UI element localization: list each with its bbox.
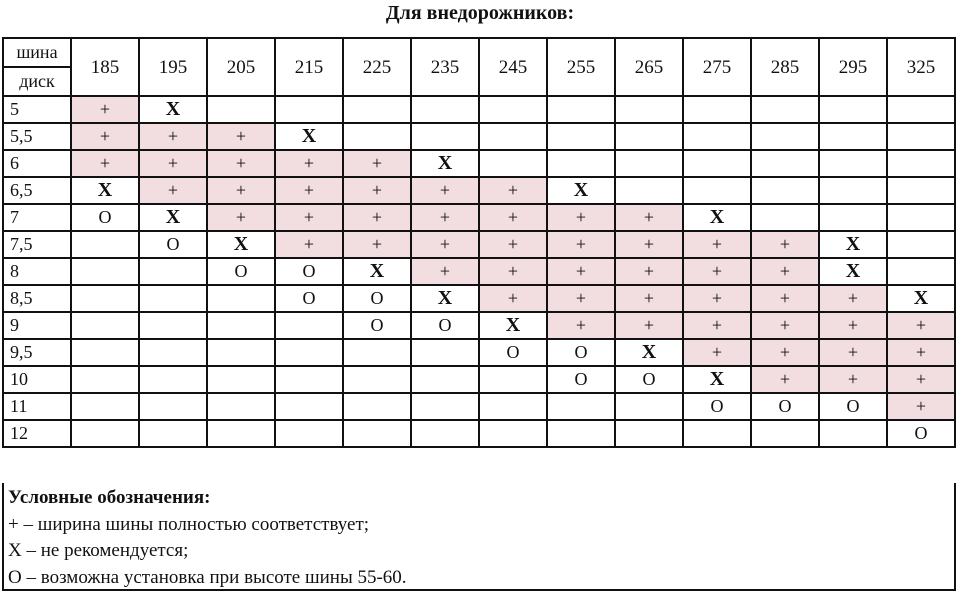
compatibility-cell: + xyxy=(887,312,955,339)
compatibility-cell: O xyxy=(275,258,343,285)
compatibility-cell: + xyxy=(479,231,547,258)
compatibility-cell xyxy=(547,96,615,123)
compatibility-cell xyxy=(479,150,547,177)
rim-size-cell: 7 xyxy=(3,204,71,231)
compatibility-cell: + xyxy=(547,231,615,258)
compatibility-cell xyxy=(615,420,683,447)
compatibility-cell: + xyxy=(207,177,275,204)
tire-width-header: 225 xyxy=(343,38,411,96)
rim-label: диск xyxy=(19,71,55,91)
compatibility-cell xyxy=(683,420,751,447)
compatibility-cell: + xyxy=(615,285,683,312)
table-row xyxy=(3,366,955,393)
compatibility-cell xyxy=(547,420,615,447)
compatibility-cell xyxy=(275,312,343,339)
tire-width-header: 205 xyxy=(207,38,275,96)
compatibility-cell xyxy=(819,96,887,123)
compatibility-cell xyxy=(139,312,207,339)
compatibility-cell xyxy=(479,393,547,420)
compatibility-cell xyxy=(819,204,887,231)
compatibility-cell: O xyxy=(343,312,411,339)
table-row xyxy=(3,177,955,204)
compatibility-cell: + xyxy=(275,204,343,231)
rim-size-cell: 6,5 xyxy=(3,177,71,204)
compatibility-cell: + xyxy=(751,231,819,258)
legend-item-x: Х – не рекомендуется; xyxy=(8,540,189,561)
compatibility-cell: + xyxy=(343,231,411,258)
compatibility-cell xyxy=(479,420,547,447)
compatibility-cell: O xyxy=(819,393,887,420)
compatibility-cell xyxy=(887,258,955,285)
compatibility-cell: + xyxy=(683,231,751,258)
compatibility-cell xyxy=(615,150,683,177)
tire-width-header: 195 xyxy=(139,38,207,96)
compatibility-cell: + xyxy=(547,285,615,312)
compatibility-cell: + xyxy=(139,177,207,204)
compatibility-cell xyxy=(71,258,139,285)
compatibility-cell xyxy=(207,312,275,339)
compatibility-cell xyxy=(207,393,275,420)
compatibility-cell xyxy=(139,420,207,447)
compatibility-cell xyxy=(683,96,751,123)
compatibility-cell xyxy=(751,204,819,231)
compatibility-cell xyxy=(887,231,955,258)
compatibility-cell: + xyxy=(547,312,615,339)
compatibility-cell xyxy=(887,177,955,204)
compatibility-cell: + xyxy=(683,312,751,339)
table-row xyxy=(3,123,955,150)
compatibility-cell xyxy=(819,177,887,204)
tire-width-header: 325 xyxy=(887,38,955,96)
compatibility-cell: O xyxy=(887,420,955,447)
compatibility-cell xyxy=(411,96,479,123)
compatibility-cell xyxy=(207,366,275,393)
compatibility-cell xyxy=(751,177,819,204)
compatibility-cell xyxy=(411,420,479,447)
legend xyxy=(2,483,956,591)
table-body xyxy=(3,96,955,447)
compatibility-cell: + xyxy=(887,393,955,420)
table-row xyxy=(3,339,955,366)
compatibility-cell xyxy=(751,96,819,123)
compatibility-cell: + xyxy=(751,258,819,285)
compatibility-cell: + xyxy=(751,312,819,339)
compatibility-cell xyxy=(683,150,751,177)
compatibility-cell xyxy=(343,420,411,447)
compatibility-cell: + xyxy=(479,285,547,312)
tire-width-header: 295 xyxy=(819,38,887,96)
compatibility-cell xyxy=(547,150,615,177)
compatibility-cell xyxy=(343,123,411,150)
compatibility-cell: + xyxy=(615,312,683,339)
compatibility-cell xyxy=(479,123,547,150)
compatibility-cell: X xyxy=(139,204,207,231)
compatibility-cell xyxy=(411,393,479,420)
rim-size-cell: 12 xyxy=(3,420,71,447)
compatibility-cell: + xyxy=(343,150,411,177)
compatibility-cell: + xyxy=(71,123,139,150)
compatibility-cell: O xyxy=(615,366,683,393)
compatibility-cell xyxy=(411,366,479,393)
compatibility-cell: X xyxy=(207,231,275,258)
header-row xyxy=(3,38,955,96)
compatibility-cell xyxy=(139,285,207,312)
compatibility-cell xyxy=(207,420,275,447)
compatibility-cell xyxy=(751,420,819,447)
compatibility-cell: X xyxy=(71,177,139,204)
compatibility-cell xyxy=(71,312,139,339)
compatibility-cell xyxy=(411,339,479,366)
tire-width-header: 275 xyxy=(683,38,751,96)
compatibility-cell: + xyxy=(615,204,683,231)
compatibility-cell xyxy=(887,123,955,150)
compatibility-cell xyxy=(71,393,139,420)
table-row xyxy=(3,285,955,312)
tire-rim-table xyxy=(2,37,956,448)
tire-width-header: 215 xyxy=(275,38,343,96)
compatibility-cell: + xyxy=(275,150,343,177)
compatibility-cell: + xyxy=(479,258,547,285)
compatibility-cell xyxy=(71,285,139,312)
compatibility-cell xyxy=(819,420,887,447)
corner-cell xyxy=(3,38,71,96)
compatibility-cell xyxy=(139,366,207,393)
compatibility-cell: X xyxy=(275,123,343,150)
table-row xyxy=(3,96,955,123)
tire-width-header: 265 xyxy=(615,38,683,96)
tire-width-header: 245 xyxy=(479,38,547,96)
rim-size-cell: 5,5 xyxy=(3,123,71,150)
compatibility-cell: + xyxy=(139,123,207,150)
compatibility-cell: + xyxy=(343,177,411,204)
tire-width-header: 255 xyxy=(547,38,615,96)
compatibility-cell: + xyxy=(207,150,275,177)
compatibility-cell: X xyxy=(343,258,411,285)
compatibility-cell: X xyxy=(819,231,887,258)
tire-width-header: 185 xyxy=(71,38,139,96)
compatibility-cell: O xyxy=(479,339,547,366)
compatibility-cell xyxy=(751,150,819,177)
compatibility-cell: + xyxy=(479,204,547,231)
compatibility-cell: O xyxy=(751,393,819,420)
compatibility-cell xyxy=(615,177,683,204)
compatibility-cell: O xyxy=(683,393,751,420)
rim-size-cell: 10 xyxy=(3,366,71,393)
compatibility-cell xyxy=(71,231,139,258)
compatibility-cell: O xyxy=(275,285,343,312)
compatibility-cell: O xyxy=(207,258,275,285)
compatibility-cell: + xyxy=(887,366,955,393)
compatibility-cell xyxy=(887,96,955,123)
compatibility-cell xyxy=(343,339,411,366)
tire-label: шина xyxy=(4,39,70,68)
tire-width-header: 285 xyxy=(751,38,819,96)
compatibility-cell: + xyxy=(887,339,955,366)
compatibility-cell xyxy=(819,150,887,177)
compatibility-cell xyxy=(343,393,411,420)
compatibility-cell xyxy=(139,258,207,285)
rim-size-cell: 11 xyxy=(3,393,71,420)
compatibility-cell: O xyxy=(71,204,139,231)
compatibility-cell xyxy=(275,366,343,393)
compatibility-cell: + xyxy=(343,204,411,231)
compatibility-cell: + xyxy=(751,366,819,393)
compatibility-cell xyxy=(819,123,887,150)
compatibility-cell: + xyxy=(547,204,615,231)
compatibility-cell: X xyxy=(411,285,479,312)
compatibility-cell: X xyxy=(411,150,479,177)
rim-size-cell: 8,5 xyxy=(3,285,71,312)
compatibility-cell xyxy=(343,96,411,123)
compatibility-cell xyxy=(71,420,139,447)
compatibility-cell: + xyxy=(683,285,751,312)
compatibility-cell: + xyxy=(547,258,615,285)
compatibility-cell xyxy=(275,339,343,366)
compatibility-cell xyxy=(615,123,683,150)
compatibility-cell: + xyxy=(751,285,819,312)
compatibility-cell xyxy=(411,123,479,150)
page-title: Для внедорожников: xyxy=(385,2,575,24)
compatibility-cell: + xyxy=(751,339,819,366)
legend-item-plus: + – ширина шины полностью соответствует; xyxy=(8,513,370,535)
compatibility-cell: X xyxy=(683,204,751,231)
compatibility-cell: + xyxy=(275,177,343,204)
rim-size-cell: 8 xyxy=(3,258,71,285)
table-row xyxy=(3,258,955,285)
compatibility-cell: + xyxy=(207,123,275,150)
compatibility-cell: + xyxy=(71,96,139,123)
compatibility-cell xyxy=(207,339,275,366)
compatibility-cell: X xyxy=(547,177,615,204)
compatibility-cell: X xyxy=(615,339,683,366)
compatibility-cell: O xyxy=(547,339,615,366)
compatibility-cell: X xyxy=(683,366,751,393)
compatibility-cell xyxy=(343,366,411,393)
rim-size-cell: 6 xyxy=(3,150,71,177)
compatibility-cell xyxy=(751,123,819,150)
compatibility-cell: + xyxy=(819,312,887,339)
compatibility-cell xyxy=(139,339,207,366)
compatibility-cell: + xyxy=(819,366,887,393)
table-row xyxy=(3,420,955,447)
compatibility-cell: + xyxy=(411,258,479,285)
compatibility-cell xyxy=(615,96,683,123)
compatibility-cell xyxy=(207,285,275,312)
compatibility-cell xyxy=(479,366,547,393)
legend-item-o: О – возможна установка при высоте шины 55-60. xyxy=(8,566,407,588)
compatibility-cell: + xyxy=(71,150,139,177)
compatibility-cell: + xyxy=(819,339,887,366)
compatibility-cell xyxy=(71,366,139,393)
compatibility-cell: O xyxy=(139,231,207,258)
compatibility-cell: O xyxy=(547,366,615,393)
compatibility-cell xyxy=(207,96,275,123)
compatibility-cell: + xyxy=(683,339,751,366)
tire-width-header: 235 xyxy=(411,38,479,96)
rim-size-cell: 9 xyxy=(3,312,71,339)
compatibility-cell: X xyxy=(887,285,955,312)
compatibility-cell: + xyxy=(615,258,683,285)
compatibility-cell: X xyxy=(819,258,887,285)
compatibility-cell xyxy=(615,393,683,420)
compatibility-cell: + xyxy=(683,258,751,285)
compatibility-cell xyxy=(683,177,751,204)
compatibility-cell xyxy=(71,339,139,366)
compatibility-cell: O xyxy=(343,285,411,312)
legend-title: Условные обозначения: xyxy=(8,487,211,508)
compatibility-cell: + xyxy=(411,177,479,204)
compatibility-cell: + xyxy=(411,231,479,258)
table-row xyxy=(3,231,955,258)
compatibility-cell: O xyxy=(411,312,479,339)
compatibility-cell xyxy=(139,393,207,420)
compatibility-cell: + xyxy=(275,231,343,258)
table-row xyxy=(3,312,955,339)
compatibility-cell xyxy=(547,393,615,420)
compatibility-cell xyxy=(275,420,343,447)
compatibility-cell: X xyxy=(139,96,207,123)
compatibility-cell: + xyxy=(411,204,479,231)
table-row xyxy=(3,150,955,177)
compatibility-cell xyxy=(683,123,751,150)
rim-size-cell: 7,5 xyxy=(3,231,71,258)
compatibility-cell: + xyxy=(207,204,275,231)
compatibility-cell xyxy=(275,96,343,123)
compatibility-cell xyxy=(275,393,343,420)
compatibility-cell xyxy=(479,96,547,123)
compatibility-cell: + xyxy=(479,177,547,204)
compatibility-cell xyxy=(887,150,955,177)
rim-size-cell: 9,5 xyxy=(3,339,71,366)
table-row xyxy=(3,393,955,420)
compatibility-cell: + xyxy=(615,231,683,258)
compatibility-cell: + xyxy=(139,150,207,177)
compatibility-cell xyxy=(547,123,615,150)
compatibility-cell: + xyxy=(819,285,887,312)
compatibility-cell: X xyxy=(479,312,547,339)
rim-size-cell: 5 xyxy=(3,96,71,123)
table-row xyxy=(3,204,955,231)
compatibility-cell xyxy=(887,204,955,231)
